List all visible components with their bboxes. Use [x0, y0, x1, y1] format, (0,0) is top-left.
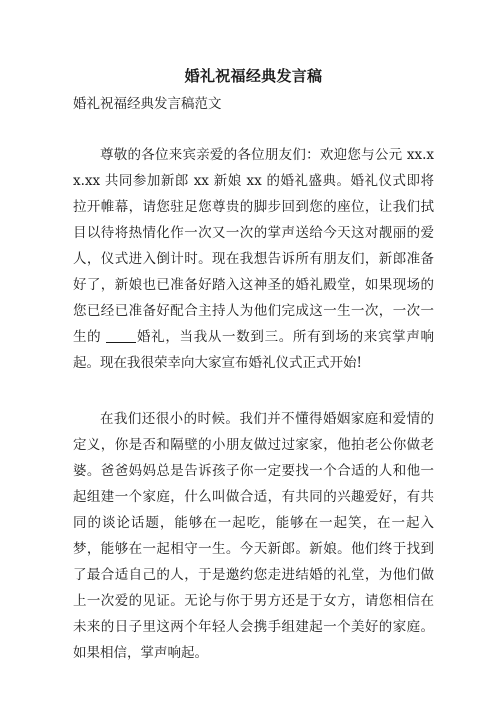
document-subtitle: 婚礼祝福经典发言稿范文: [73, 96, 222, 112]
paragraph-welcome: [73, 142, 434, 376]
fill-in-blank: [106, 328, 136, 343]
paragraph-welcome-part-1: 尊敬的各位来宾亲爱的各位朋友们：欢迎您与公元 xx.xx.xx 共同参加新郎 xx 新娘 xx 的婚礼盛典。婚礼仪式即将拉开帷幕，请您驻足您尊贵的脚步回到您的座位，让我们拭目以待将热情化作一次又一次的掌声送给今天这对靓丽的爱人，仪式进入倒计时。现在我想告诉所有朋友们，新郎准备好了，新娘也已准备好踏入这神圣的婚礼殿堂，如果现场的您已经已准备好配合主持人为他们完成这一生一次，一次一生的: [73, 147, 434, 345]
document-title: 婚礼祝福经典发言稿: [184, 67, 323, 85]
paragraph-childhood: 在我们还很小的时候。我们并不懂得婚姻家庭和爱情的定义，你是否和隔壁的小朋友做过过家家，他拍老公你做老婆。爸爸妈妈总是告诉孩子你一定要找一个合适的人和他一起组建一个家庭，什么叫做合适，有共同的兴趣爱好，有共同的谈论话题，能够在一起吃，能够在一起笑，在一起入梦，能够在一起相守一生。今天新郎。新娘。他们终于找到了最合适自己的人，于是邀约您走进结婚的礼堂，为他们做上一次爱的见证。无论与你于男方还是于女方，请您相信在未来的日子里这两个年轻人会携手组建起一个美好的家庭。如果相信，掌声响起。: [73, 411, 434, 661]
paragraph-welcome-part-2: 婚礼，当我从一数到三。所有到场的来宾掌声响起。现在我很荣幸向大家宣布婚礼仪式正式开始!: [73, 329, 435, 371]
